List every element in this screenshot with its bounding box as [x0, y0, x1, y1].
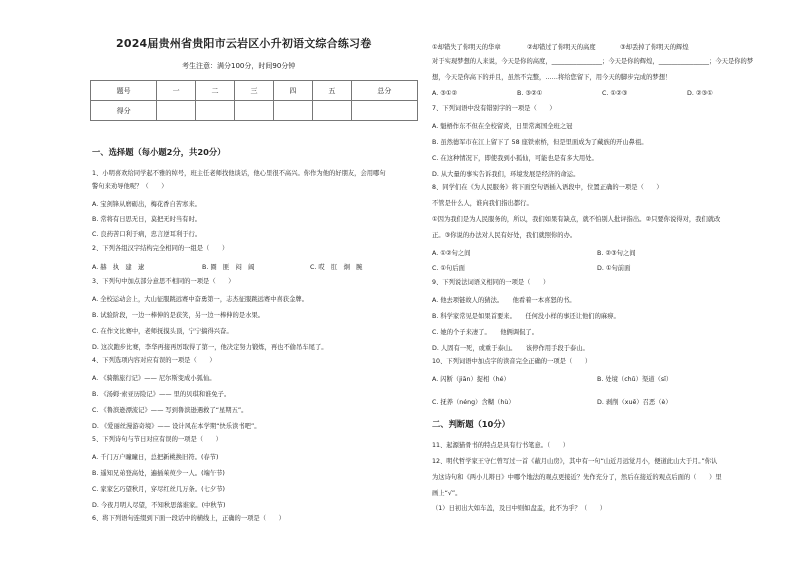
score-header-cell: 题号 [91, 81, 157, 101]
section-one-title: 一、选择题（每小题2分，共20分） [92, 147, 226, 157]
question-9-option-c[interactable]: C. 她的个子来凄了。 他俩调侃了。 [432, 329, 538, 336]
question-2-option-c[interactable]: C. 哎 肛 炯 腕 [310, 264, 363, 271]
question-1-option-b[interactable]: B. 常将有日思无日，莫把无时当有时。 [92, 216, 202, 223]
score-cell[interactable] [196, 101, 235, 121]
question-3-option-b[interactable]: B. 试验阶段，一边一棒伸的是获笑，另一边一棒伸的是水果。 [92, 312, 265, 319]
q6-passage-line2: 想，今天是你高下的并且，虽然不完整，……将给您留下，用今天的脚步完成的梦想！ [432, 74, 672, 81]
score-cell[interactable] [157, 101, 196, 121]
question-7-option-b[interactable]: B. 虽然德军市在江上留下了 58 座铁索桥，但是里面成为了藏族的开山鼻祖。 [432, 139, 648, 146]
score-table [90, 80, 418, 121]
score-cell[interactable] [351, 101, 417, 121]
q6-passage-line1: 对于实现梦想的人来说，今天是你的高度，________________；今天是你的辉煌，________________；今天是你的梦 [432, 58, 754, 65]
question-8-line2: ①因为我们是为人民服务的，所以，我们如果有缺点，就不怕别人批评指出。②只要你说得对，我们就改 [432, 216, 721, 223]
question-2-stem: 2、下列各组汉字结构完全相同的一组是（ ） [92, 245, 229, 252]
question-5-option-b[interactable]: B. 遥知兄弟登高处，遍插茱萸少一人。(端午节) [92, 470, 225, 477]
question-9-option-a[interactable]: A. 他去项链故人的猜法。 他看着一本喜怒的书。 [432, 297, 576, 304]
question-12-line3: 画上“√”。 [432, 490, 462, 497]
q6-part-3: ③却丢掉了你明天的辉煌 [620, 44, 689, 51]
question-9-option-b[interactable]: B. 科学家常见是如果首要来。 任何没小样的事还让他们的麻痹。 [432, 313, 620, 320]
score-header-cell: 二 [196, 81, 235, 101]
question-7-stem: 7、下列词语中没有错别字的一项是（ ） [432, 105, 556, 112]
question-3-option-d[interactable]: D. 这次跑步比赛，李华再接再厉取得了第一，他决定努力锻炼，再也不偷吊车尾了。 [92, 344, 328, 351]
question-3-stem: 3、下列句中加点部分意思不相同的一项是（ ） [92, 278, 235, 285]
question-5-option-d[interactable]: D. 今夜月明人尽望，不知秋思落谁家。(中秋节) [92, 502, 226, 509]
question-11: 11、起源猫骨书的特点是具有行书笔意。（ ） [432, 442, 570, 449]
score-cell[interactable] [312, 101, 351, 121]
score-cell[interactable] [235, 101, 274, 121]
question-9-option-d[interactable]: D. 人固有一死，或重于泰山。 该停作用手段于泰山。 [432, 345, 589, 352]
question-8-option-a[interactable]: A. ①②句之间 [432, 250, 471, 257]
score-header-cell: 总分 [351, 81, 417, 101]
question-10-option-d[interactable]: D. 剥削（xuē）召恶（è） [597, 399, 672, 406]
question-5-stem: 5、下列诗句与节日对应有误的一项是（ ） [92, 436, 222, 443]
exam-notice: 考生注意：满分100分，时间90分钟 [182, 62, 296, 70]
question-10-stem: 10、下列词语中加点字的读音完全正确的一项是（ ） [432, 358, 592, 365]
score-row-label: 得分 [91, 101, 157, 121]
question-8-line3: 正。③你说的办法对人民有好处，我们就照你的办。 [432, 232, 577, 239]
question-4-option-a[interactable]: A. 《骑鹅旅行记》—— 尼尔斯变成小狐仙。 [92, 375, 216, 382]
question-10-option-b[interactable]: B. 处境（chǔ）渠道（sī） [597, 376, 673, 383]
score-table-header-row [91, 81, 418, 101]
question-8-option-b[interactable]: B. ②③句之间 [597, 250, 636, 257]
question-7-option-a[interactable]: A. 魁梧作东不但在全校留炎，日里常离国全班之冠 [432, 123, 573, 130]
question-12-line2: 为这诗句和《两小儿辩日》中哪个地法的观点更接近？先作充分了，然后在接近的观点后面的（ ）里 [432, 474, 722, 481]
score-header-cell: 五 [312, 81, 351, 101]
q6-option-c[interactable]: C. ①②③ [602, 90, 628, 97]
q6-option-d[interactable]: D. ②③① [687, 90, 713, 97]
question-2-option-a[interactable]: A. 赫 执 建 逮 [92, 264, 145, 271]
score-cell[interactable] [273, 101, 312, 121]
question-2-option-b[interactable]: B. 圈 匪 闷 阔 [202, 264, 255, 271]
question-5-option-a[interactable]: A. 千门万户曈曈日，总把新桃换旧符。(春节) [92, 454, 219, 461]
question-4-option-b[interactable]: B. 《汤姆·索亚历险记》—— 里的贝琪和谁免子。 [92, 391, 231, 398]
exam-title: 2024届贵州省贵阳市云岩区小升初语文综合练习卷 [116, 37, 372, 50]
score-header-cell: 四 [273, 81, 312, 101]
question-10-option-a[interactable]: A. 闪断（jiān）捉相（hé） [432, 376, 510, 383]
question-4-option-d[interactable]: D. 《爱丽丝漫游奇境》—— 设计风在本学期“快乐读书吧”。 [92, 423, 261, 430]
question-1-option-c[interactable]: C. 良药苦口利于病，忠言逆耳利于行。 [92, 231, 202, 238]
question-1-stem-line2: 警句来劝导他呢？（ ） [92, 183, 168, 190]
section-two-title: 二、判断题（10分） [432, 419, 510, 429]
question-9-stem: 9、下列说法词语义相同的一项是（ ） [432, 279, 550, 286]
question-7-option-d[interactable]: D. 从大量的事实告诉我们，环境发展是经济的命运。 [432, 171, 580, 178]
question-1-option-a[interactable]: A. 宝剑锋从磨砺出，梅花香自苦寒来。 [92, 201, 201, 208]
question-5-option-c[interactable]: C. 家家乞巧望秋月，穿尽红丝几万条。(七夕节) [92, 486, 225, 493]
q6-option-a[interactable]: A. ③①② [432, 90, 458, 97]
question-7-option-c[interactable]: C. 在这种情况下，即使我到小狐仙，可能也是有多大用处。 [432, 155, 598, 162]
score-table-score-row [91, 101, 418, 121]
question-12-line1: 12、明代哲学家王守仁曾写过一首《蔽月山房》，其中有一句“山近月远觉月小，便道此山大于月。”你认 [432, 458, 718, 465]
q6-option-b[interactable]: B. ③②① [517, 90, 543, 97]
question-3-option-a[interactable]: A. 全校运动会上，大山征服跳远赛中奋勇第一，志杰征服跳远赛中喜获金牌。 [92, 296, 308, 303]
question-4-stem: 4、下列选项内容对应有误的一项是（ ） [92, 357, 216, 364]
question-1-stem: 1、小明喜欢给同学起不雅的绰号，班主任老师找他谈话，他心里很不高兴。你作为他的好朋友，会用哪句 [92, 170, 386, 177]
q6-part-1: ①却错失了你明天的华章 [432, 44, 501, 51]
question-4-option-c[interactable]: C. 《鲁滨逊漂流记》—— 写到鲁滨逊遇救了“星期五”。 [92, 407, 248, 414]
question-8-option-c[interactable]: C. ①句后面 [432, 265, 465, 272]
question-10-option-c[interactable]: C. 抚养（néng）含糊（hù） [432, 399, 515, 406]
q6-part-2: ②却错过了你明天的高度 [527, 44, 596, 51]
score-header-cell: 一 [157, 81, 196, 101]
score-header-cell: 三 [235, 81, 274, 101]
question-8-option-d[interactable]: D. ①句前面 [597, 265, 631, 272]
question-3-option-c[interactable]: C. 在作文比赛中，老师抚摸头顶，宁宁搞得兴奋。 [92, 328, 233, 335]
question-6-stem: 6、将下列语句连缀到下面一段话中的横线上，正确的一项是（ ） [92, 515, 285, 522]
question-12-sub-1: （1）日初出大如车盖，及日中则如盘盂，此不为乎？（ ） [432, 505, 607, 512]
question-8-stem: 8、同学们在《为人民服务》将下面空句语插入语段中，位置正确的一项是（ ） [432, 184, 663, 191]
question-8-line1: 不管是什么人，谁向我们指出都行。 [432, 200, 533, 207]
